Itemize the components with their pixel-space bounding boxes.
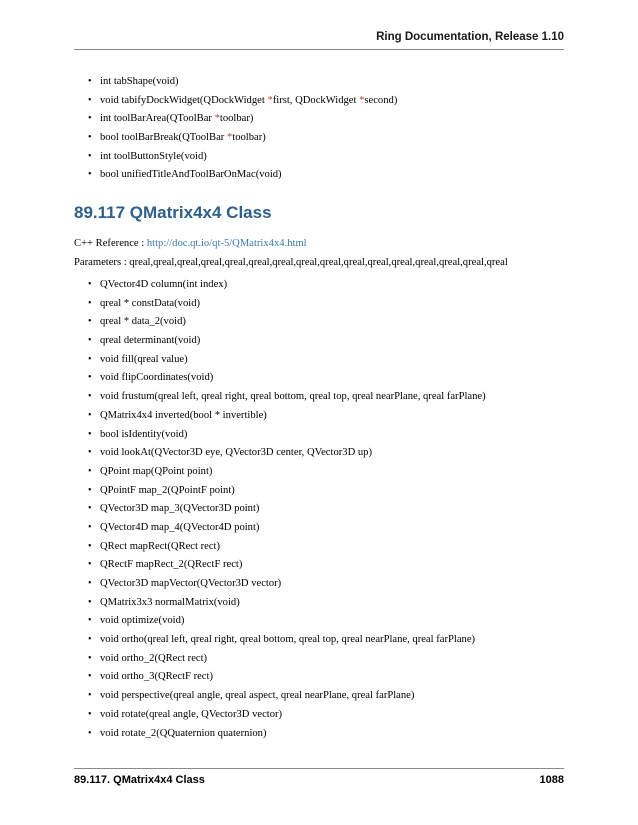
bullet-icon: • bbox=[88, 316, 92, 328]
list-item bbox=[88, 369, 486, 388]
bullet-icon: • bbox=[88, 150, 92, 162]
bullet-icon: • bbox=[88, 113, 92, 125]
method-signature: void ortho(qreal left, qreal right, qreal bottom, qreal top, qreal nearPlane, qreal farPlane) bbox=[100, 634, 476, 646]
method-signature: QVector3D mapVector(QVector3D vector) bbox=[100, 578, 282, 589]
list-item bbox=[88, 444, 486, 463]
method-list bbox=[88, 276, 486, 743]
bullet-icon: • bbox=[88, 484, 92, 496]
list-item bbox=[88, 556, 486, 575]
method-signature: void perspective(qreal angle, qreal aspect, qreal nearPlane, qreal farPlane) bbox=[100, 690, 415, 702]
list-item bbox=[88, 129, 397, 148]
method-signature: QMatrix3x3 normalMatrix(void) bbox=[100, 596, 240, 608]
bullet-icon: • bbox=[88, 690, 92, 702]
list-item bbox=[88, 575, 486, 594]
list-item bbox=[88, 426, 486, 445]
list-item bbox=[88, 706, 486, 725]
list-item bbox=[88, 295, 486, 314]
list-item bbox=[88, 463, 486, 482]
footer-section-label: 89.117. QMatrix4x4 Class bbox=[74, 774, 205, 786]
header-rule bbox=[74, 49, 564, 50]
bullet-icon: • bbox=[88, 391, 92, 403]
method-signature: QVector4D column(int index) bbox=[100, 279, 228, 290]
method-signature: bool unifiedTitleAndToolBarOnMac(void) bbox=[100, 169, 282, 181]
bullet-icon: • bbox=[88, 447, 92, 459]
bullet-icon: • bbox=[88, 727, 92, 739]
method-signature: int tabShape(void) bbox=[100, 76, 179, 87]
cpp-reference bbox=[74, 238, 307, 249]
footer-rule bbox=[74, 768, 564, 769]
bullet-icon: • bbox=[88, 465, 92, 477]
method-signature: QPointF map_2(QPointF point) bbox=[100, 484, 235, 496]
method-signature: void ortho_2(QRect rect) bbox=[100, 652, 208, 664]
method-signature: QRect mapRect(QRect rect) bbox=[100, 540, 221, 552]
method-signature: bool isIdentity(void) bbox=[100, 428, 188, 440]
bullet-icon: • bbox=[88, 132, 92, 144]
list-item bbox=[88, 594, 486, 613]
method-signature: int toolBarArea(QToolBar bbox=[100, 113, 215, 125]
bullet-icon: • bbox=[88, 335, 92, 347]
method-signature: void ortho_3(QRectF rect) bbox=[100, 671, 213, 683]
list-item bbox=[88, 351, 486, 370]
list-item bbox=[88, 110, 397, 129]
section-heading: 89.117 QMatrix4x4 Class bbox=[74, 203, 272, 222]
bullet-icon: • bbox=[88, 279, 92, 290]
bullet-icon: • bbox=[88, 578, 92, 589]
method-signature-cont: toolbar) bbox=[232, 132, 266, 144]
method-signature: void frustum(qreal left, qreal right, qreal bottom, qreal top, qreal nearPlane, qreal farPlane) bbox=[100, 391, 486, 403]
list-item bbox=[88, 92, 398, 111]
method-signature: QRectF mapRect_2(QRectF rect) bbox=[100, 559, 243, 571]
method-signature: QPoint map(QPoint point) bbox=[100, 465, 213, 477]
method-signature-cont: second) bbox=[364, 94, 398, 106]
list-item bbox=[88, 612, 486, 631]
list-item bbox=[88, 148, 397, 167]
method-signature: int toolButtonStyle(void) bbox=[100, 150, 207, 162]
bullet-icon: • bbox=[88, 540, 92, 552]
method-signature-cont: first, QDockWidget bbox=[272, 94, 360, 106]
parameters-line: Parameters : qreal,qreal,qreal,qreal,qreal,qreal,qreal,qreal,qreal,qreal,qreal,qreal,qreal,qreal,qreal,qreal bbox=[74, 257, 508, 268]
bullet-icon: • bbox=[88, 428, 92, 440]
bullet-icon: • bbox=[88, 503, 92, 515]
pointer-mark: * bbox=[214, 113, 220, 125]
method-signature: qreal * data_2(void) bbox=[100, 316, 186, 328]
method-signature: bool toolBarBreak(QToolBar bbox=[100, 132, 227, 144]
method-signature: void rotate(qreal angle, QVector3D vector) bbox=[100, 708, 283, 720]
list-item bbox=[88, 668, 486, 687]
method-signature: qreal determinant(void) bbox=[100, 335, 201, 347]
method-signature-cont: toolbar) bbox=[219, 113, 254, 125]
list-item bbox=[88, 276, 486, 295]
list-item bbox=[88, 332, 486, 351]
method-signature: QMatrix4x4 inverted(bool * invertible) bbox=[100, 409, 267, 421]
page-number: 1088 bbox=[539, 774, 564, 786]
method-signature: void lookAt(QVector3D eye, QVector3D center, QVector3D up) bbox=[100, 447, 372, 459]
pointer-mark: * bbox=[359, 94, 365, 106]
method-signature: QVector4D map_4(QVector4D point) bbox=[100, 521, 260, 533]
bullet-icon: • bbox=[88, 652, 92, 664]
bullet-icon: • bbox=[88, 297, 92, 309]
list-item bbox=[88, 650, 486, 669]
method-signature: void optimize(void) bbox=[100, 615, 185, 627]
list-item bbox=[88, 631, 486, 650]
list-item bbox=[88, 519, 486, 538]
bullet-icon: • bbox=[88, 559, 92, 571]
list-item bbox=[88, 388, 486, 407]
list-item bbox=[88, 500, 486, 519]
list-item bbox=[88, 73, 397, 92]
list-item bbox=[88, 407, 486, 426]
method-signature: void flipCoordinates(void) bbox=[100, 372, 214, 384]
pointer-mark: * bbox=[226, 132, 233, 144]
list-item bbox=[88, 687, 486, 706]
top-method-list bbox=[88, 73, 398, 185]
bullet-icon: • bbox=[88, 353, 92, 365]
running-header-title: Ring Documentation, Release 1.10 bbox=[376, 31, 564, 43]
bullet-icon: • bbox=[88, 521, 92, 533]
list-item bbox=[88, 538, 486, 557]
bullet-icon: • bbox=[88, 372, 92, 384]
method-signature: void fill(qreal value) bbox=[100, 353, 188, 365]
list-item bbox=[88, 482, 486, 501]
method-signature: void rotate_2(QQuaternion quaternion) bbox=[100, 727, 267, 739]
list-item bbox=[88, 725, 486, 744]
bullet-icon: • bbox=[88, 409, 92, 421]
bullet-icon: • bbox=[88, 94, 92, 106]
method-signature: QVector3D map_3(QVector3D point) bbox=[100, 503, 260, 515]
bullet-icon: • bbox=[88, 615, 92, 627]
cpp-reference-link[interactable]: http://doc.qt.io/qt-5/QMatrix4x4.html bbox=[146, 238, 307, 249]
pointer-mark: * bbox=[267, 94, 273, 106]
cpp-reference-label: C++ Reference : bbox=[74, 238, 147, 249]
bullet-icon: • bbox=[88, 169, 92, 181]
bullet-icon: • bbox=[88, 671, 92, 683]
method-signature: void tabifyDockWidget(QDockWidget bbox=[100, 94, 268, 106]
bullet-icon: • bbox=[88, 596, 92, 608]
list-item bbox=[88, 166, 397, 185]
list-item bbox=[88, 313, 486, 332]
bullet-icon: • bbox=[88, 76, 92, 87]
bullet-icon: • bbox=[88, 634, 92, 646]
method-signature: qreal * constData(void) bbox=[100, 297, 201, 309]
bullet-icon: • bbox=[88, 708, 92, 720]
